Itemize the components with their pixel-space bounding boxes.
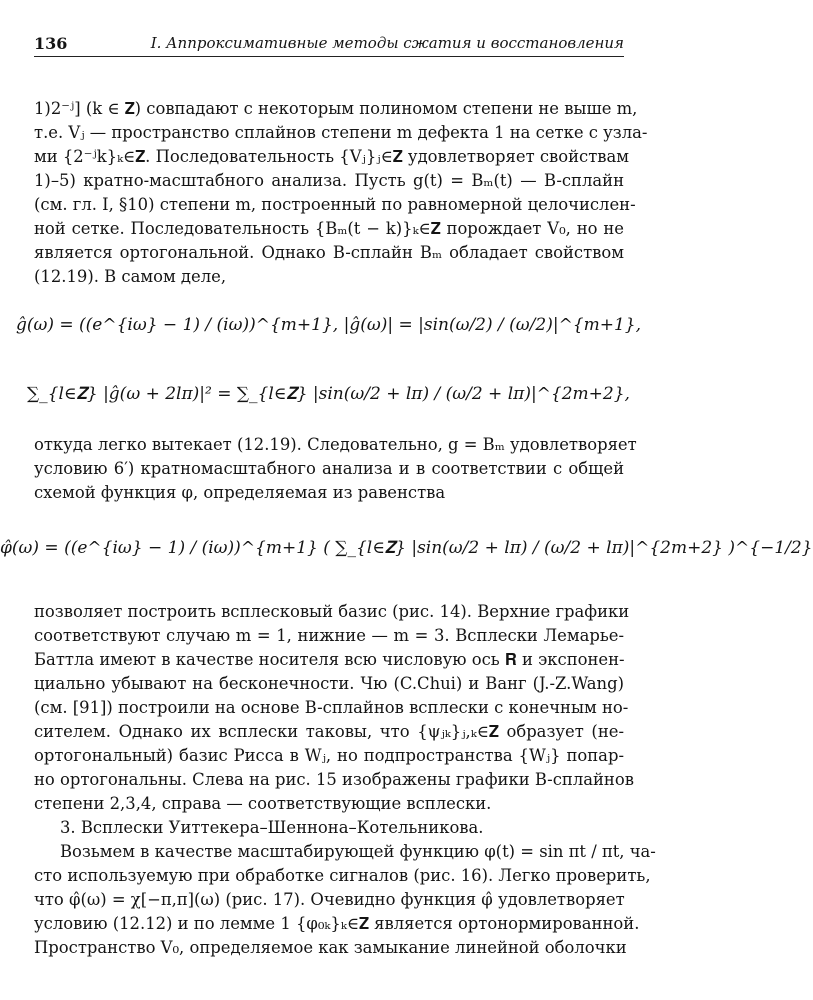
text-line: схемой функция φ, определяемая из равенства [34,483,446,502]
text-line: условию (12.12) и по лемме 1 {φ₀ₖ}ₖ∈𝐙 является ортонормированной. [34,914,640,933]
formula-g-hat: ĝ(ω) = ((e^{iω} − 1) / (iω))^{m+1}, |ĝ(ω)| = |sin(ω/2) / (ω/2)|^{m+1}, [15,315,642,335]
text-line: (см. гл. I, §10) степени m, построенный по равномерной целочислен- [34,195,636,214]
text-line: 1)2⁻ʲ] (k ∈ 𝐙) совпадают с некоторым полиномом степени не выше m, [34,99,638,118]
text-line: ортогональный) базис Рисса в Wⱼ, но подпространства {Wⱼ} попар- [34,746,624,765]
text-line: сителем. Однако их всплески таковы, что {ψⱼₖ}ⱼ,ₖ∈𝐙 образует (не- [34,722,624,741]
text-line: соответствуют случаю m = 1, нижние — m = 3. Всплески Лемарье- [34,626,624,645]
text-line: 1)–5) кратно-масштабного анализа. Пусть g(t) = Bₘ(t) — B-сплайн [34,171,624,190]
page-number: 136 [34,34,68,53]
formula-phi-hat: φ̂(ω) = ((e^{iω} − 1) / (iω))^{m+1} ( ∑_{l∈𝐙} |sin(ω/2 + lπ) / (ω/2 + lπ)|^{2m+2} )^{−1/2} [0,538,813,558]
text-line: сто используемую при обработке сигналов (рис. 16). Легко проверить, [34,866,651,885]
text-line: что φ̂(ω) = χ[−π,π](ω) (рис. 17). Очевидно функция φ̂ удовлетворяет [34,890,625,909]
text-line: (12.19). В самом деле, [34,267,227,286]
text-line: но ортогональны. Слева на рис. 15 изображены графики B-сплайнов [34,770,634,789]
text-line: ми {2⁻ʲk}ₖ∈𝐙. Последовательность {Vⱼ}ⱼ∈𝐙 удовлетворяет свойствам [34,147,630,166]
text-line: позволяет построить всплесковый базис (рис. 14). Верхние графики [34,602,630,621]
text-line: (см. [91]) построили на основе B-сплайнов всплески с конечным но- [34,698,629,717]
text-line: Пространство V₀, определяемое как замыкание линейной оболочки [34,938,627,957]
section-heading: 3. Всплески Уиттекера–Шеннона–Котельникова. [60,818,484,837]
running-title: I. Аппроксимативные методы сжатия и восстановления [150,34,624,52]
text-line: условию 6′) кратномасштабного анализа и в соответствии с общей [34,459,624,478]
text-line: является ортогональной. Однако B-сплайн Bₘ обладает свойством [34,243,624,262]
text-line: степени 2,3,4, справа — соответствующие всплески. [34,794,492,813]
text-line: Баттла имеют в качестве носителя всю числовую ось 𝐑 и экспонен- [34,650,625,669]
text-line: Возьмем в качестве масштабирующей функцию φ(t) = sin πt / πt, ча- [60,842,656,861]
text-line: циально убывают на бесконечности. Чю (C.Chui) и Ванг (J.-Z.Wang) [34,674,624,693]
text-line: ной сетке. Последовательность {Bₘ(t − k)}ₖ∈𝐙 порождает V₀, но не [34,219,624,238]
page-header [34,32,624,57]
formula-sum-g-hat: ∑_{l∈𝐙} |ĝ(ω + 2lπ)|² = ∑_{l∈𝐙} |sin(ω/2 + lπ) / (ω/2 + lπ)|^{2m+2}, [27,384,630,404]
text-line: откуда легко вытекает (12.19). Следовательно, g = Bₘ удовлетворяет [34,435,637,454]
text-line: т.е. Vⱼ — пространство сплайнов степени m дефекта 1 на сетке с узла- [34,123,648,142]
